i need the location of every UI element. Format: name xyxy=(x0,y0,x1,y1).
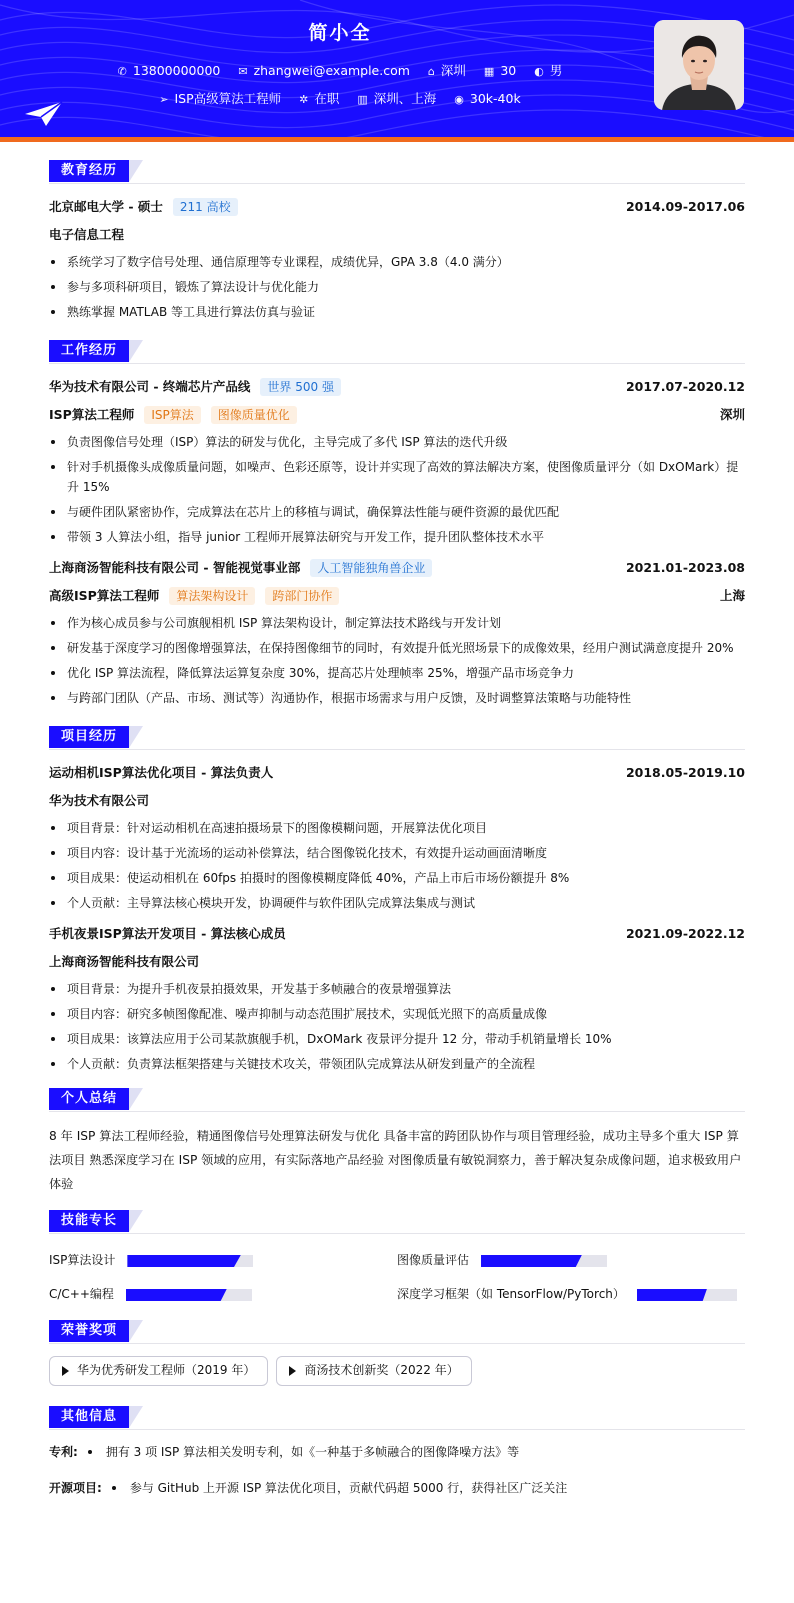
project-company: 华为技术有限公司 xyxy=(49,793,150,808)
job-location: 深圳 xyxy=(719,406,745,422)
skill-item xyxy=(397,1244,745,1278)
award-list xyxy=(49,1356,745,1386)
skill-bar-fill xyxy=(126,1289,227,1301)
award-label: 商汤技术创新奖（2022 年） xyxy=(304,1363,459,1378)
city: 深圳 xyxy=(440,63,466,78)
age: 30 xyxy=(500,63,517,78)
skill-list xyxy=(49,1244,745,1312)
role-tag: 算法架构设计 xyxy=(169,587,255,605)
skill-bar-fill xyxy=(481,1255,582,1267)
section-title: 技能专长 xyxy=(49,1210,129,1232)
major: 电子信息工程 xyxy=(49,227,125,242)
job-date: 2021.01-2023.08 xyxy=(625,559,745,575)
job-role: 高级ISP算法工程师 xyxy=(49,587,160,603)
home-icon: ⌂ xyxy=(427,65,435,78)
list-item: 与硬件团队紧密协作，完成算法在芯片上的移植与调试，确保算法性能与硬件资源的最优匹配 xyxy=(49,502,745,522)
list-item: 项目成果：使运动相机在 60fps 拍摄时的图像模糊度降低 40%，产品上市后市场份额提升 8% xyxy=(49,868,745,888)
mail-icon: ✉ xyxy=(238,65,248,78)
other-row xyxy=(49,1478,745,1498)
school-tag: 211 高校 xyxy=(173,198,238,216)
salary-icon: ◉ xyxy=(454,93,464,106)
award-item xyxy=(276,1356,471,1386)
award-label: 华为优秀研发工程师（2019 年） xyxy=(77,1363,256,1378)
summary-section xyxy=(49,1088,745,1196)
play-icon xyxy=(289,1366,296,1376)
contact-row xyxy=(0,62,680,80)
company-name: 上海商汤智能科技有限公司 - 智能视觉事业部 xyxy=(49,559,301,575)
section-title: 教育经历 xyxy=(49,160,129,182)
company-tag: 世界 500 强 xyxy=(260,378,341,396)
gender-icon: ◐ xyxy=(534,65,544,78)
play-icon xyxy=(62,1366,69,1376)
awards-section xyxy=(49,1320,745,1386)
avatar-portrait xyxy=(654,20,744,110)
award-item xyxy=(49,1356,268,1386)
list-item: 熟练掌握 MATLAB 等工具进行算法仿真与验证 xyxy=(49,302,745,322)
job-entry xyxy=(49,376,745,547)
email-address: zhangwei@example.com xyxy=(253,63,410,78)
list-item: 项目背景：为提升手机夜景拍摄效果，开发基于多帧融合的夜景增强算法 xyxy=(49,979,745,999)
education-bullets xyxy=(49,252,745,322)
list-item: 项目内容：研究多帧图像配准、噪声抑制与动态范围扩展技术，实现低光照下的高质量成像 xyxy=(49,1004,745,1024)
skill-bar xyxy=(126,1289,252,1301)
other-text: 参与 GitHub 上开源 ISP 算法优化项目，贡献代码超 5000 行，获得社区广泛关注 xyxy=(129,1481,568,1495)
skill-label: ISP算法设计 xyxy=(49,1253,116,1268)
skill-bar-fill xyxy=(637,1289,707,1301)
projects-section xyxy=(49,726,745,1074)
project-bullets xyxy=(49,979,745,1074)
list-item: 负责图像信号处理（ISP）算法的研发与优化，主导完成了多代 ISP 算法的迭代升级 xyxy=(49,432,745,452)
education-date: 2014.09-2017.06 xyxy=(625,198,745,214)
other-key: 开源项目: xyxy=(49,1481,102,1495)
target-position: ISP高级算法工程师 xyxy=(174,91,282,106)
section-title: 工作经历 xyxy=(49,340,129,362)
list-item: 优化 ISP 算法流程，降低算法运算复杂度 30%，提高芯片处理帧率 25%，增强产品市场竞争力 xyxy=(49,663,745,683)
skill-bar xyxy=(127,1255,253,1267)
avatar xyxy=(654,20,744,110)
project-entry xyxy=(49,923,745,1074)
summary-text: 8 年 ISP 算法工程师经验，精通图像信号处理算法研发与优化 具备丰富的跨团队协作与项目管理经验，成功主导多个重大 ISP 算法项目 熟悉深度学习在 ISP 领域的应用，有实际落地产品经验 对图像质量有敏锐洞察力，善于解决复杂成像问题，追求极致用户体验 xyxy=(49,1129,742,1191)
job-role: ISP算法工程师 xyxy=(49,406,135,422)
section-title: 荣誉奖项 xyxy=(49,1320,129,1342)
expected-salary: 30k-40k xyxy=(469,91,521,106)
section-title: 其他信息 xyxy=(49,1406,129,1428)
list-item: 项目成果：该算法应用于公司某款旗舰手机，DxOMark 夜景评分提升 12 分，带动手机销量增长 10% xyxy=(49,1029,745,1049)
target-city: 深圳、上海 xyxy=(373,91,437,106)
list-item: 项目背景：针对运动相机在高速拍摄场景下的图像模糊问题，开展算法优化项目 xyxy=(49,818,745,838)
other-key: 专利: xyxy=(49,1445,78,1459)
list-item: 针对手机摄像头成像质量问题，如噪声、色彩还原等，设计并实现了高效的算法解决方案，使图像质量评分（如 DxOMark）提升 15% xyxy=(49,457,745,497)
work-section xyxy=(49,340,745,708)
skill-label: C/C++编程 xyxy=(49,1287,114,1302)
company-tag: 人工智能独角兽企业 xyxy=(310,559,432,577)
list-item: 参与多项科研项目，锻炼了算法设计与优化能力 xyxy=(49,277,745,297)
project-company: 上海商汤智能科技有限公司 xyxy=(49,954,200,969)
project-name: 手机夜景ISP算法开发项目 - 算法核心成员 xyxy=(49,925,286,941)
resume-header xyxy=(0,0,794,142)
project-date: 2018.05-2019.10 xyxy=(625,764,745,780)
list-item: 个人贡献：负责算法框架搭建与关键技术攻关，带领团队完成算法从研发到量产的全流程 xyxy=(49,1054,745,1074)
skill-label: 图像质量评估 xyxy=(397,1253,470,1268)
skill-item xyxy=(49,1278,397,1312)
list-item: 项目内容：设计基于光流场的运动补偿算法，结合图像锐化技术，有效提升运动画面清晰度 xyxy=(49,843,745,863)
skill-item xyxy=(49,1244,397,1278)
skills-section xyxy=(49,1210,745,1312)
list-item: 个人贡献：主导算法核心模块开发，协调硬件与软件团队完成算法集成与测试 xyxy=(49,893,745,913)
job-intent-row xyxy=(0,90,680,108)
project-entry xyxy=(49,762,745,913)
other-text: 拥有 3 项 ISP 算法相关发明专利，如《一种基于多帧融合的图像降噪方法》等 xyxy=(105,1445,520,1459)
skill-bar xyxy=(481,1255,607,1267)
other-section xyxy=(49,1406,745,1498)
project-name: 运动相机ISP算法优化项目 - 算法负责人 xyxy=(49,764,274,780)
education-section xyxy=(49,160,745,322)
phone-icon: ✆ xyxy=(117,65,127,78)
section-title: 个人总结 xyxy=(49,1088,129,1110)
send-icon: ➢ xyxy=(159,93,169,106)
list-item: 系统学习了数字信号处理、通信原理等专业课程，成绩优异，GPA 3.8（4.0 满分） xyxy=(49,252,745,272)
phone-number: 13800000000 xyxy=(132,63,221,78)
gender: 男 xyxy=(549,63,563,78)
skill-bar xyxy=(637,1289,737,1301)
job-entry xyxy=(49,557,745,708)
calendar-icon: ▦ xyxy=(483,65,495,78)
role-tag: 跨部门协作 xyxy=(265,587,339,605)
list-item: 研发基于深度学习的图像增强算法，在保持图像细节的同时，有效提升低光照场景下的成像效果，经用户测试满意度提升 20% xyxy=(49,638,745,658)
building-icon: ▥ xyxy=(357,93,368,106)
skill-bar-fill xyxy=(127,1255,240,1267)
project-bullets xyxy=(49,818,745,913)
skill-label: 深度学习框架（如 TensorFlow/PyTorch） xyxy=(397,1287,625,1302)
list-item: 带领 3 人算法小组，指导 junior 工程师开展算法研究与开发工作，提升团队整体技术水平 xyxy=(49,527,745,547)
job-location: 上海 xyxy=(719,587,745,603)
skill-item xyxy=(397,1278,745,1312)
job-bullets xyxy=(49,613,745,708)
employment-status: 在职 xyxy=(314,91,340,106)
company-name: 华为技术有限公司 - 终端芯片产品线 xyxy=(49,378,251,394)
candidate-name: 简小全 xyxy=(308,22,372,44)
status-icon: ✲ xyxy=(299,93,309,106)
other-row xyxy=(49,1442,745,1462)
job-date: 2017.07-2020.12 xyxy=(625,378,745,394)
list-item: 与跨部门团队（产品、市场、测试等）沟通协作，根据市场需求与用户反馈，及时调整算法策略与功能特性 xyxy=(49,688,745,708)
list-item: 作为核心成员参与公司旗舰相机 ISP 算法架构设计，制定算法技术路线与开发计划 xyxy=(49,613,745,633)
section-title: 项目经历 xyxy=(49,726,129,748)
project-date: 2021.09-2022.12 xyxy=(625,925,745,941)
job-bullets xyxy=(49,432,745,547)
school-name: 北京邮电大学 - 硕士 xyxy=(49,198,163,214)
role-tag: ISP算法 xyxy=(144,406,200,424)
role-tag: 图像质量优化 xyxy=(211,406,297,424)
